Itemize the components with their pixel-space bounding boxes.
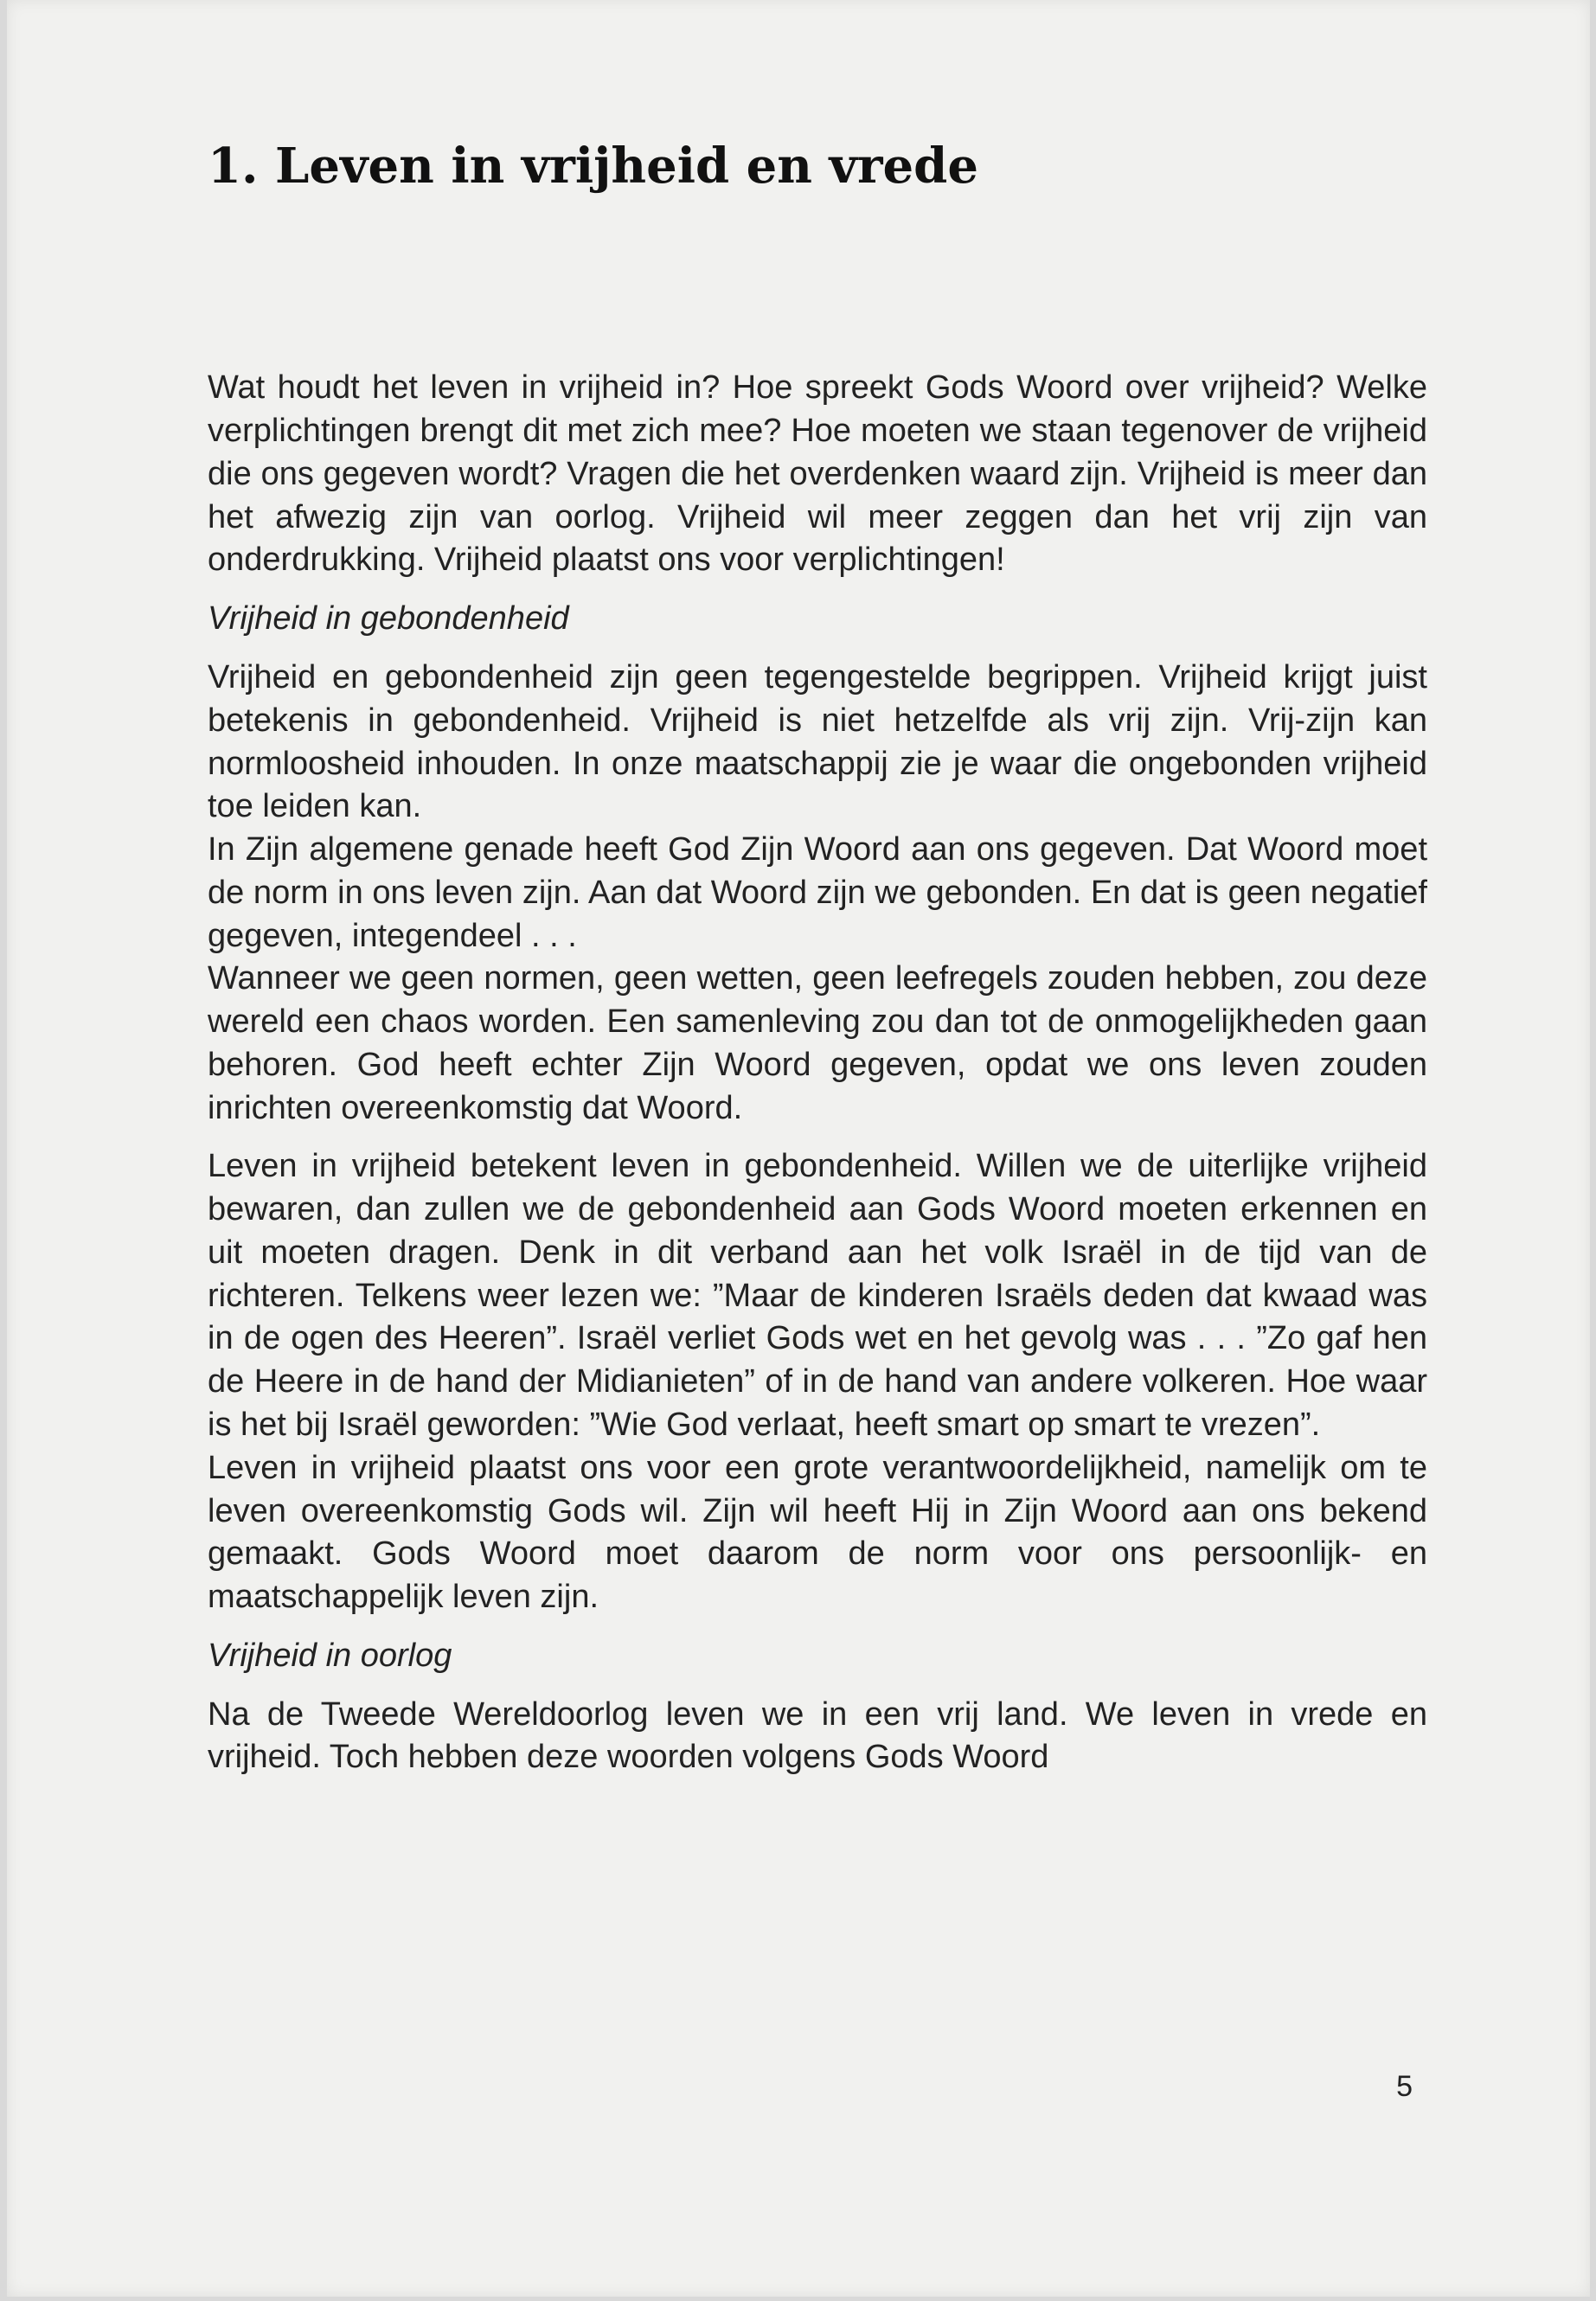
intro-paragraph: Wat houdt het leven in vrijheid in? Hoe spreekt Gods Woord over vrijheid? Welke verplichtingen brengt dit met zich mee? Hoe moeten we staan tegenover de vrijheid die ons gegeven wordt? Vragen die het overdenken waard zijn. Vrijheid is meer dan het afwezig zijn van oorlog. Vrijheid wil meer zeggen dan het vrij zijn van onderdrukking. Vrijheid plaatst ons voor verplichtingen! [208,369,1427,579]
page-number: 5 [1396,2070,1413,2103]
paragraph-5: Leven in vrijheid plaatst ons voor een grote verantwoordelijkheid, namelijk om te leven overeenkomstig Gods wil. Zijn wil heeft Hij in Zijn Woord aan ons bekend gemaakt. Gods Woord moet daarom de norm voor ons persoonlijk- en maatschappelijk leven zijn. [208,1449,1427,1616]
paragraph-4: Leven in vrijheid betekent leven in gebondenheid. Willen we de uiterlijke vrijheid bewaren, dan zullen we de gebondenheid aan Gods Woord moeten erkennen en uit moeten dragen. Denk in dit verband aan het volk Israël in de tijd van de richteren. Telkens weer lezen we: ”Maar de kinderen Israëls deden dat kwaad was in de ogen des Heeren”. Israël verliet Gods wet en het gevolg was . . . ”Zo gaf hen de Heere in de hand der Midianieten” of in de hand van andere volkeren. Hoe waar is het bij Israël geworden: ”Wie God verlaat, heeft smart op smart te vrezen”. [208,1148,1427,1443]
page-content [208,138,1427,1779]
subheading-vrijheid-in-gebondenheid: Vrijheid in gebondenheid [208,600,569,638]
paragraph-3: Wanneer we geen normen, geen wetten, geen leefregels zouden hebben, zou deze wereld een chaos worden. Een samenleving zou dan tot de onmogelijkheden gaan behoren. God heeft echter Zijn Woord gegeven, opdat we ons leven zouden inrichten overeenkomstig dat Woord. [208,960,1427,1126]
book-page [7,0,1590,2297]
chapter-title: 1. Leven in vrijheid en vrede [208,138,978,195]
paragraph-6: Na de Tweede Wereldoorlog leven we in een vrij land. We leven in vrede en vrijheid. Toch hebben deze woorden volgens Gods Woord [208,1695,1427,1776]
subheading-vrijheid-in-oorlog: Vrijheid in oorlog [208,1637,452,1674]
paragraph-1: Vrijheid en gebondenheid zijn geen tegengestelde begrippen. Vrijheid krijgt juist betekenis in gebondenheid. Vrijheid is niet hetzelfde als vrij zijn. Vrij-zijn kan normloosheid inhouden. In onze maatschappij zie je waar die ongebonden vrijheid toe leiden kan. [208,658,1427,825]
paragraph-2: In Zijn algemene genade heeft God Zijn Woord aan ons gegeven. Dat Woord moet de norm in ons leven zijn. Aan dat Woord zijn we gebonden. En dat is geen negatief gegeven, integendeel . . . [208,831,1427,954]
